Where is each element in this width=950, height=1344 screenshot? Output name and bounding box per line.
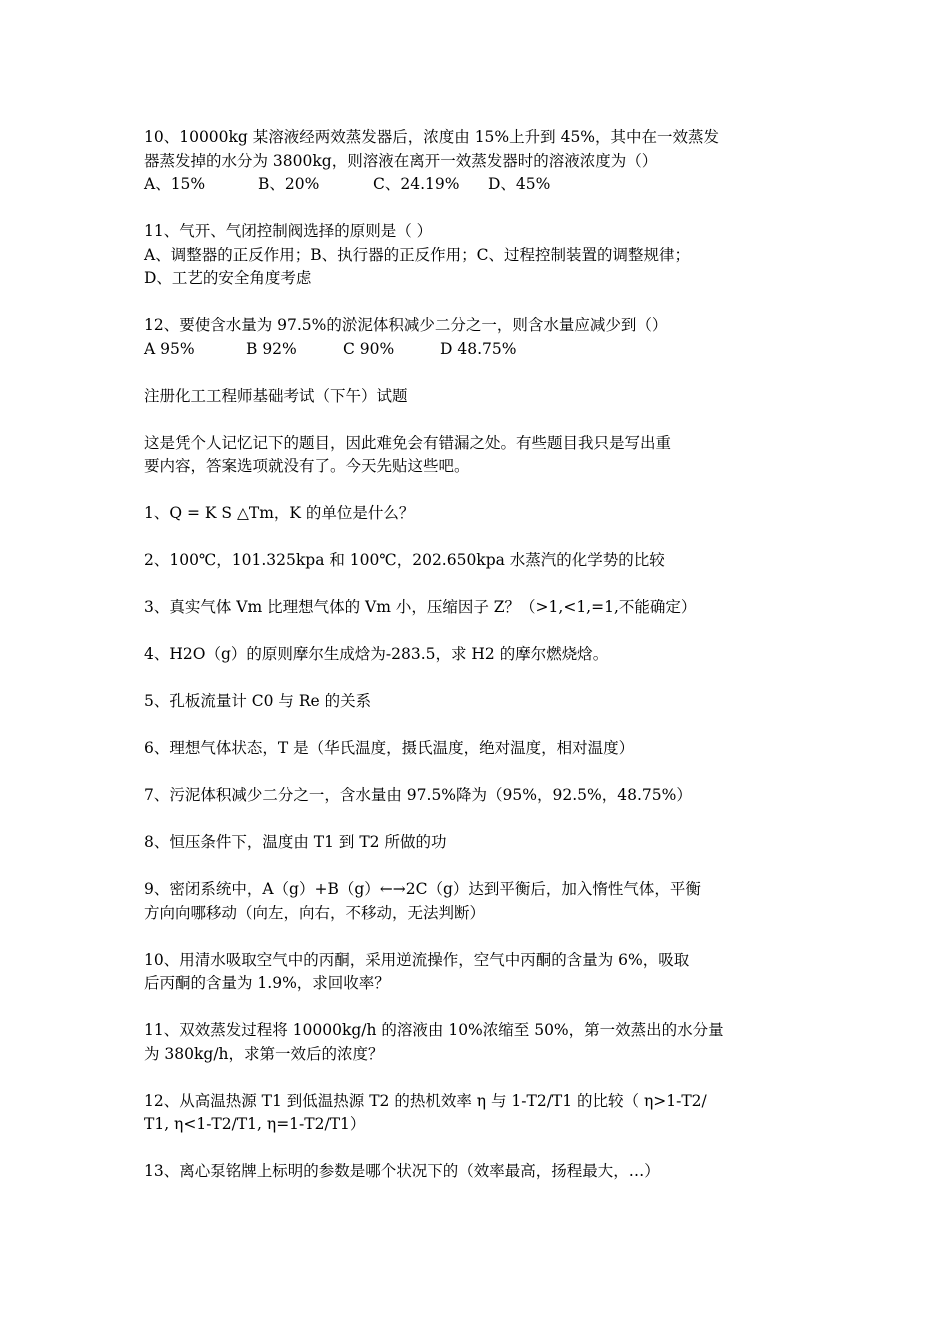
text-line: 12、从高温热源 T1 到低温热源 T2 的热机效率 η 与 1-T2/T1 的比较（ η>1-T2/ <box>144 1091 707 1110</box>
option-b: B 92% <box>246 339 297 358</box>
text-line: 这是凭个人记忆记下的题目，因此难免会有错漏之处。有些题目我只是写出重 <box>144 433 672 452</box>
section-title: 注册化工工程师基础考试（下午）试题 <box>144 386 408 405</box>
question-item-7 <box>144 784 810 808</box>
text-line: 后丙酮的含量为 1.9%，求回收率？ <box>144 974 390 992</box>
text-line: D、工艺的安全角度考虑 <box>144 269 312 287</box>
question-item-11 <box>144 1019 810 1066</box>
text-line: A、调整器的正反作用；B、执行器的正反作用；C、过程控制装置的调整规律； <box>144 245 690 264</box>
text-line: T1, η<1-T2/T1, η=1-T2/T1） <box>144 1115 366 1133</box>
question-item-2 <box>144 549 810 573</box>
question-item-12 <box>144 1090 810 1137</box>
text-line: 4、H2O（g）的原则摩尔生成焓为-283.5，求 H2 的摩尔燃烧焓。 <box>144 645 609 663</box>
intro-paragraph <box>144 432 810 479</box>
options-row <box>144 338 810 362</box>
text-line: 5、孔板流量计 C0 与 Re 的关系 <box>144 692 372 710</box>
text-line: 10、10000kg 某溶液经两效蒸发器后，浓度由 15%上升到 45%，其中在一效蒸发 <box>144 128 720 146</box>
text-line: 1、Q = K S △Tm，K 的单位是什么？ <box>144 504 415 522</box>
question-block-q10 <box>144 126 810 197</box>
options-row <box>144 173 810 197</box>
text-line: 为 380kg/h，求第一效后的浓度？ <box>144 1044 384 1063</box>
text-line: 8、恒压条件下，温度由 T1 到 T2 所做的功 <box>144 833 447 851</box>
text-line: 要内容，答案选项就没有了。今天先贴这些吧。 <box>144 457 470 475</box>
question-item-8 <box>144 831 810 855</box>
text-line: 11、气开、气闭控制阀选择的原则是（ ） <box>144 222 433 240</box>
text-line: 9、密闭系统中，A（g）+B（g）←→2C（g）达到平衡后，加入惰性气体，平衡 <box>144 880 701 898</box>
text-line: 2、100℃，101.325kpa 和 100℃，202.650kpa 水蒸汽的化学势的比较 <box>144 551 665 569</box>
document-content <box>144 126 810 1207</box>
text-line: 11、双效蒸发过程将 10000kg/h 的溶液由 10%浓缩至 50%，第一效蒸出的水分量 <box>144 1021 724 1039</box>
question-item-9 <box>144 878 810 925</box>
question-item-4 <box>144 643 810 667</box>
text-line: 13、离心泵铭牌上标明的参数是哪个状况下的（效率最高，扬程最大，…） <box>144 1162 660 1180</box>
option-a: A 95% <box>144 339 195 358</box>
text-line: 10、用清水吸取空气中的丙酮，采用逆流操作，空气中丙酮的含量为 6%，吸取 <box>144 950 690 969</box>
question-block-q12 <box>144 314 810 361</box>
text-line: 6、理想气体状态，T 是（华氏温度，摄氏温度，绝对温度，相对温度） <box>144 739 635 757</box>
text-line: 12、要使含水量为 97.5%的淤泥体积减少二分之一，则含水量应减少到（） <box>144 316 668 334</box>
question-item-5 <box>144 690 810 714</box>
question-item-6 <box>144 737 810 761</box>
option-a: A、15% <box>144 175 206 193</box>
option-b: B、20% <box>258 175 320 193</box>
text-line: 7、污泥体积减少二分之一，含水量由 97.5%降为（95%，92.5%，48.75%） <box>144 786 692 804</box>
option-c: C 90% <box>343 339 395 358</box>
question-block-q11 <box>144 220 810 291</box>
question-item-10 <box>144 949 810 996</box>
question-item-3 <box>144 596 810 620</box>
option-d: D 48.75% <box>440 339 517 358</box>
text-line: 方向向哪移动（向左，向右，不移动，无法判断） <box>144 903 486 922</box>
question-item-1 <box>144 502 810 526</box>
question-item-13 <box>144 1160 810 1184</box>
option-c: C、24.19% <box>373 175 460 193</box>
option-d: D、45% <box>488 175 551 193</box>
text-line: 器蒸发掉的水分为 3800kg，则溶液在离开一效蒸发器时的溶液浓度为（） <box>144 151 658 170</box>
text-line: 3、真实气体 Vm 比理想气体的 Vm 小，压缩因子 Z？（>1,<1,=1,不能确定） <box>144 598 697 616</box>
